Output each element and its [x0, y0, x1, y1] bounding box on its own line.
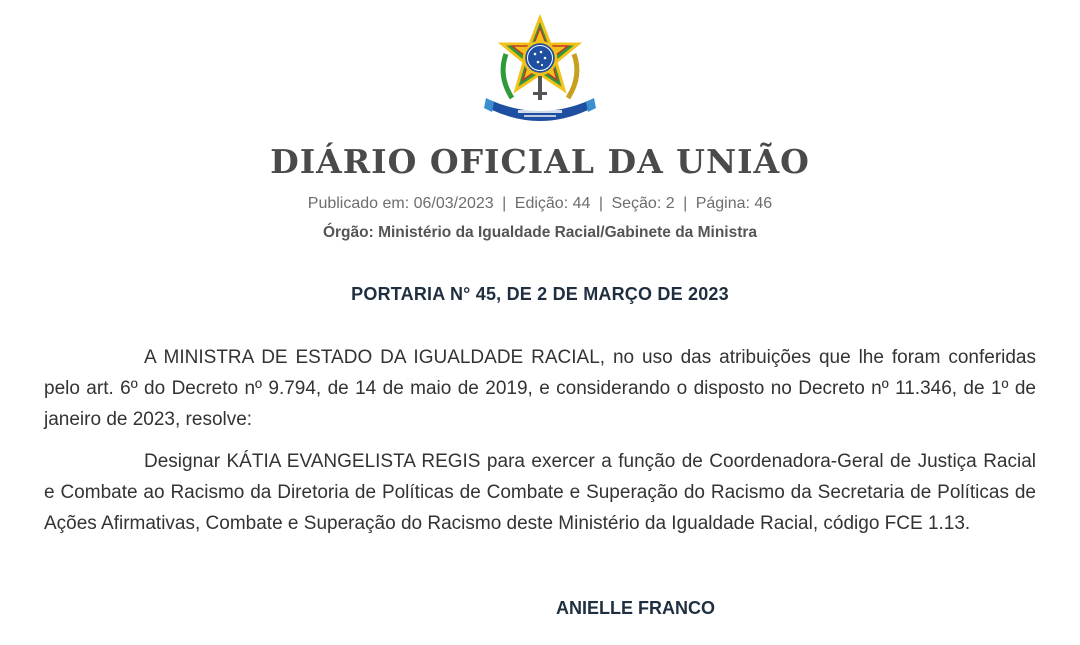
- brazil-coat-of-arms-icon: [484, 14, 596, 126]
- edition-label: Edição:: [514, 195, 569, 212]
- act-paragraph: Designar KÁTIA EVANGELISTA REGIS para exercer a função de Coordenadora-Geral de Justiça Racial e Combate ao Racismo da Diretoria de Políticas de Combate e Superação do Racismo da Secretaria de Políticas de Ações Afirmativas, Combate e Superação do Racismo deste Ministério da Igualdade Racial, código FCE 1.13.: [44, 451, 1036, 534]
- signature-name: ANIELLE FRANCO: [556, 598, 715, 618]
- published-date: 06/03/2023: [413, 195, 494, 212]
- section-label: Seção:: [611, 195, 662, 212]
- separator: |: [502, 195, 507, 212]
- ribbon: [484, 98, 596, 121]
- page-label: Página:: [695, 195, 750, 212]
- act-title: PORTARIA N° 45, DE 2 DE MARÇO DE 2023: [351, 284, 729, 304]
- section-number: 2: [665, 195, 675, 212]
- published-label: Publicado em:: [307, 195, 410, 212]
- organ-label: Órgão:: [322, 224, 374, 241]
- edition-number: 44: [572, 195, 591, 212]
- act-paragraph: A MINISTRA DE ESTADO DA IGUALDADE RACIAL, no uso das atribuições que lhe foram conferidas pelo art. 6º do Decreto nº 9.794, de 14 de maio de 2019, e considerando o disposto no Decreto nº 11.346, de 1º de janeiro de 2023, resolve:: [44, 347, 1036, 430]
- separator: |: [598, 195, 603, 212]
- star-emblem: [502, 18, 578, 100]
- separator: |: [683, 195, 688, 212]
- organ-info: [0, 224, 1080, 242]
- publication-info: [0, 195, 1080, 213]
- masthead-title: DIÁRIO OFICIAL DA UNIÃO: [270, 142, 810, 181]
- page-number: 46: [754, 195, 773, 212]
- organ-name: Ministério da Igualdade Racial/Gabinete da Ministra: [378, 224, 758, 241]
